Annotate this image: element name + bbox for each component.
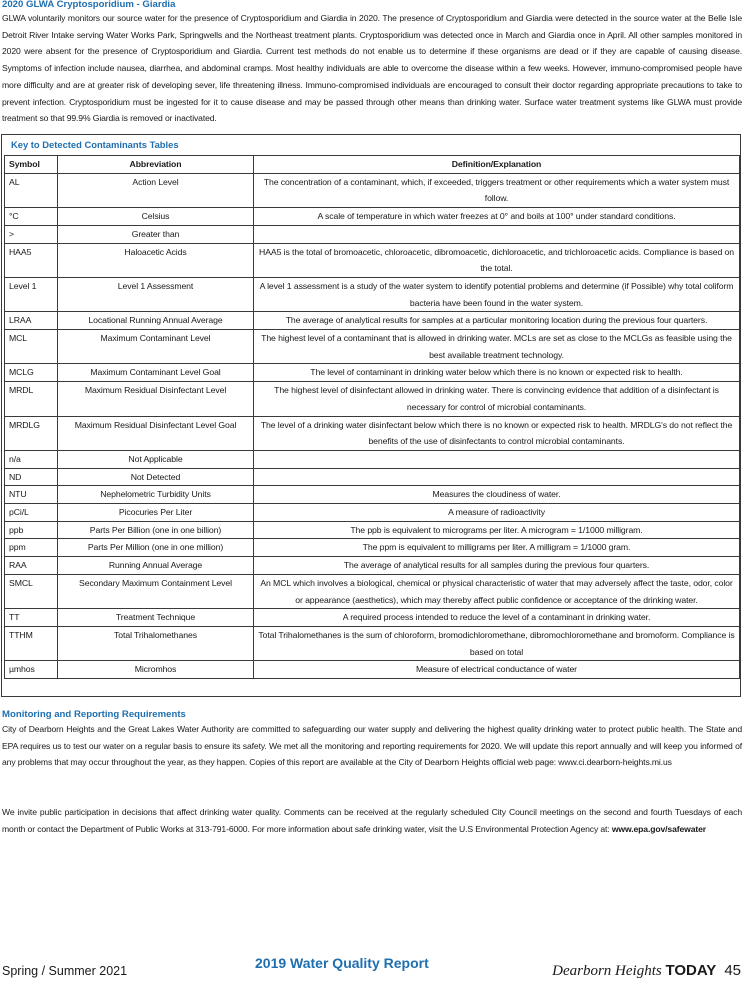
table-row [5, 416, 740, 450]
abbreviation-cell: Maximum Contaminant Level [58, 330, 254, 364]
symbol-cell: °C [5, 208, 58, 226]
definition-cell [254, 225, 740, 243]
symbol-cell: pCi/L [5, 504, 58, 522]
definition-cell: The ppm is equivalent to milligrams per liter. A milligram = 1/1000 gram. [254, 539, 740, 557]
key-table-title: Key to Detected Contaminants Tables [11, 139, 179, 150]
symbol-cell: MCLG [5, 364, 58, 382]
header-definition: Definition/Explanation [254, 156, 740, 174]
table-row [5, 208, 740, 226]
symbol-cell: MCL [5, 330, 58, 364]
definition-cell: The ppb is equivalent to micrograms per liter. A microgram = 1/1000 milligram. [254, 521, 740, 539]
symbol-cell: µmhos [5, 661, 58, 679]
table-row [5, 609, 740, 627]
definition-cell: The average of analytical results for all samples during the previous four quarters. [254, 557, 740, 575]
definition-cell: The level of a drinking water disinfectant below which there is no known or expected risk to health. MRDLG's do not reflect the benefits of the use of disinfectants to control microbial contaminants. [254, 416, 740, 450]
symbol-cell: > [5, 225, 58, 243]
table-row [5, 277, 740, 311]
definition-cell [254, 450, 740, 468]
symbol-cell: MRDLG [5, 416, 58, 450]
definition-cell: Measure of electrical conductance of water [254, 661, 740, 679]
symbol-cell: SMCL [5, 574, 58, 608]
footer-season: Spring / Summer 2021 [2, 964, 128, 978]
key-table [4, 155, 740, 679]
abbreviation-cell: Maximum Contaminant Level Goal [58, 364, 254, 382]
abbreviation-cell: Maximum Residual Disinfectant Level Goal [58, 416, 254, 450]
monitoring-paragraph-2 [2, 804, 742, 837]
abbreviation-cell: Haloacetic Acids [58, 243, 254, 277]
abbreviation-cell: Parts Per Billion (one in one billion) [58, 521, 254, 539]
table-row [5, 626, 740, 660]
definition-cell: A scale of temperature in which water freezes at 0° and boils at 100° under standard conditions. [254, 208, 740, 226]
symbol-cell: ND [5, 468, 58, 486]
abbreviation-cell: Not Detected [58, 468, 254, 486]
key-table-box [1, 134, 741, 697]
definition-cell [254, 468, 740, 486]
monitoring-title: Monitoring and Reporting Requirements [2, 709, 186, 720]
table-row [5, 504, 740, 522]
symbol-cell: RAA [5, 557, 58, 575]
table-row [5, 243, 740, 277]
definition-cell: A required process intended to reduce the level of a contaminant in drinking water. [254, 609, 740, 627]
definition-cell: The level of contaminant in drinking water below which there is no known or expected risk to health. [254, 364, 740, 382]
definition-cell: The highest level of disinfectant allowed in drinking water. There is convincing evidence that addition of a disinfectant is necessary for control of microbial contaminants. [254, 382, 740, 416]
symbol-cell: n/a [5, 450, 58, 468]
abbreviation-cell: Maximum Residual Disinfectant Level [58, 382, 254, 416]
brand-name: Dearborn Heights [552, 963, 662, 979]
abbreviation-cell: Parts Per Million (one in one million) [58, 539, 254, 557]
definition-cell: HAA5 is the total of bromoacetic, chloroacetic, dibromoacetic, dichloroacetic, and trichloroacetic acids. Compliance is based on the total. [254, 243, 740, 277]
table-row [5, 486, 740, 504]
definition-cell: The concentration of a contaminant, which, if exceeded, triggers treatment or other requirements which a water system must follow. [254, 173, 740, 207]
definition-cell: An MCL which involves a biological, chemical or physical characteristic of water that may adversely affect the taste, odor, color or appearance (aesthetics), which may thereby affect public confidence or acceptance of the drinking water. [254, 574, 740, 608]
symbol-cell: HAA5 [5, 243, 58, 277]
symbol-cell: TT [5, 609, 58, 627]
table-row [5, 364, 740, 382]
abbreviation-cell: Running Annual Average [58, 557, 254, 575]
abbreviation-cell: Level 1 Assessment [58, 277, 254, 311]
table-row [5, 521, 740, 539]
table-row [5, 330, 740, 364]
page-number: 45 [724, 962, 741, 979]
definition-cell: The highest level of a contaminant that is allowed in drinking water. MCLs are set as close to the MCLGs as feasible using the best available treatment technology. [254, 330, 740, 364]
table-row [5, 468, 740, 486]
definition-cell: A measure of radioactivity [254, 504, 740, 522]
table-row [5, 382, 740, 416]
abbreviation-cell: Greater than [58, 225, 254, 243]
abbreviation-cell: Action Level [58, 173, 254, 207]
table-row [5, 312, 740, 330]
header-symbol: Symbol [5, 156, 58, 174]
table-row [5, 225, 740, 243]
symbol-cell: MRDL [5, 382, 58, 416]
abbreviation-cell: Locational Running Annual Average [58, 312, 254, 330]
definition-cell: Measures the cloudiness of water. [254, 486, 740, 504]
abbreviation-cell: Treatment Technique [58, 609, 254, 627]
epa-link[interactable]: www.epa.gov/safewater [611, 823, 706, 834]
symbol-cell: TTHM [5, 626, 58, 660]
monitoring-paragraph-1: City of Dearborn Heights and the Great Lakes Water Authority are committed to safeguarding our water supply and delivering the highest quality drinking water to protect public health. The State and EPA requires us to test our water on a regular basis to ensure its safety. We met all the monitoring and reporting requirements for 2020. We will update this report annually and will keep you informed of any problems that may occur throughout the year, as they happen. Copies of this report are available at the City of Dearborn Heights official web page: www.ci.dearborn-heights.mi.us [2, 724, 742, 768]
abbreviation-cell: Celsius [58, 208, 254, 226]
abbreviation-cell: Not Applicable [58, 450, 254, 468]
abbreviation-cell: Secondary Maximum Containment Level [58, 574, 254, 608]
table-row [5, 539, 740, 557]
symbol-cell: NTU [5, 486, 58, 504]
crypto-paragraph: GLWA voluntarily monitors our source water for the presence of Cryptosporidium and Giardia in 2020. The presence of Cryptosporidium and Giardia were detected in the source water at the Belle Isle Detroit River Intake serving Water Works Park, Springwells and the Northeast treatment plants. Cryptosporidium was detected once in March and Giardia once in April. All other samples monitored in 2020 were absent for the presence of Cryptosporidium and Giardia. Current test methods do not enable us to determine if these organisms are dead or if they are capable of causing disease. Symptoms of infection include nausea, diarrhea, and abdominal cramps. Most healthy individuals are able to overcome the disease within a few weeks. However, immuno-compromised people have more difficulty and are at greater risk of developing sever, life threatening illness. Immuno-compromised individuals are encouraged to consult their doctor regarding appropriate precautions to take to prevent infection. Cryptosporidium must be ingested for it to cause disease and may be passed through other means than drinking water. Surface water treatment systems like GLWA must provide treatment so that 99.9% Giardia is removed or inactivated. [2, 13, 742, 124]
table-row [5, 574, 740, 608]
symbol-cell: AL [5, 173, 58, 207]
definition-cell: The average of analytical results for samples at a particular monitoring location during the previous four quarters. [254, 312, 740, 330]
abbreviation-cell: Micromhos [58, 661, 254, 679]
symbol-cell: LRAA [5, 312, 58, 330]
abbreviation-cell: Picocuries Per Liter [58, 504, 254, 522]
table-row [5, 661, 740, 679]
table-row [5, 173, 740, 207]
symbol-cell: Level 1 [5, 277, 58, 311]
abbreviation-cell: Total Trihalomethanes [58, 626, 254, 660]
abbreviation-cell: Nephelometric Turbidity Units [58, 486, 254, 504]
header-abbreviation: Abbreviation [58, 156, 254, 174]
key-table-header-row [5, 156, 740, 174]
definition-cell: A level 1 assessment is a study of the water system to identify potential problems and determine (if Possible) why total coliform bacteria have been found in the water system. [254, 277, 740, 311]
brand-today: TODAY [665, 962, 717, 979]
symbol-cell: ppb [5, 521, 58, 539]
monitoring-paragraph-2-text: We invite public participation in decisions that affect drinking water quality. Comments can be received at the regularly scheduled City Council meetings on the second and fourth Tuesdays of each month or contact the Department of Public Works at 313-791-6000. For more information about safe drinking water, visit the U.S Environmental Protection Agency at: [2, 807, 742, 834]
crypto-title: 2020 GLWA Cryptosporidium - Giardia [2, 0, 176, 10]
footer-report-title: 2019 Water Quality Report [255, 955, 429, 971]
definition-cell: Total Trihalomethanes is the sum of chloroform, bromodichloromethane, dibromochloromethane and bromoform. Compliance is based on total [254, 626, 740, 660]
table-row [5, 557, 740, 575]
table-row [5, 450, 740, 468]
symbol-cell: ppm [5, 539, 58, 557]
footer-brand [552, 962, 741, 980]
